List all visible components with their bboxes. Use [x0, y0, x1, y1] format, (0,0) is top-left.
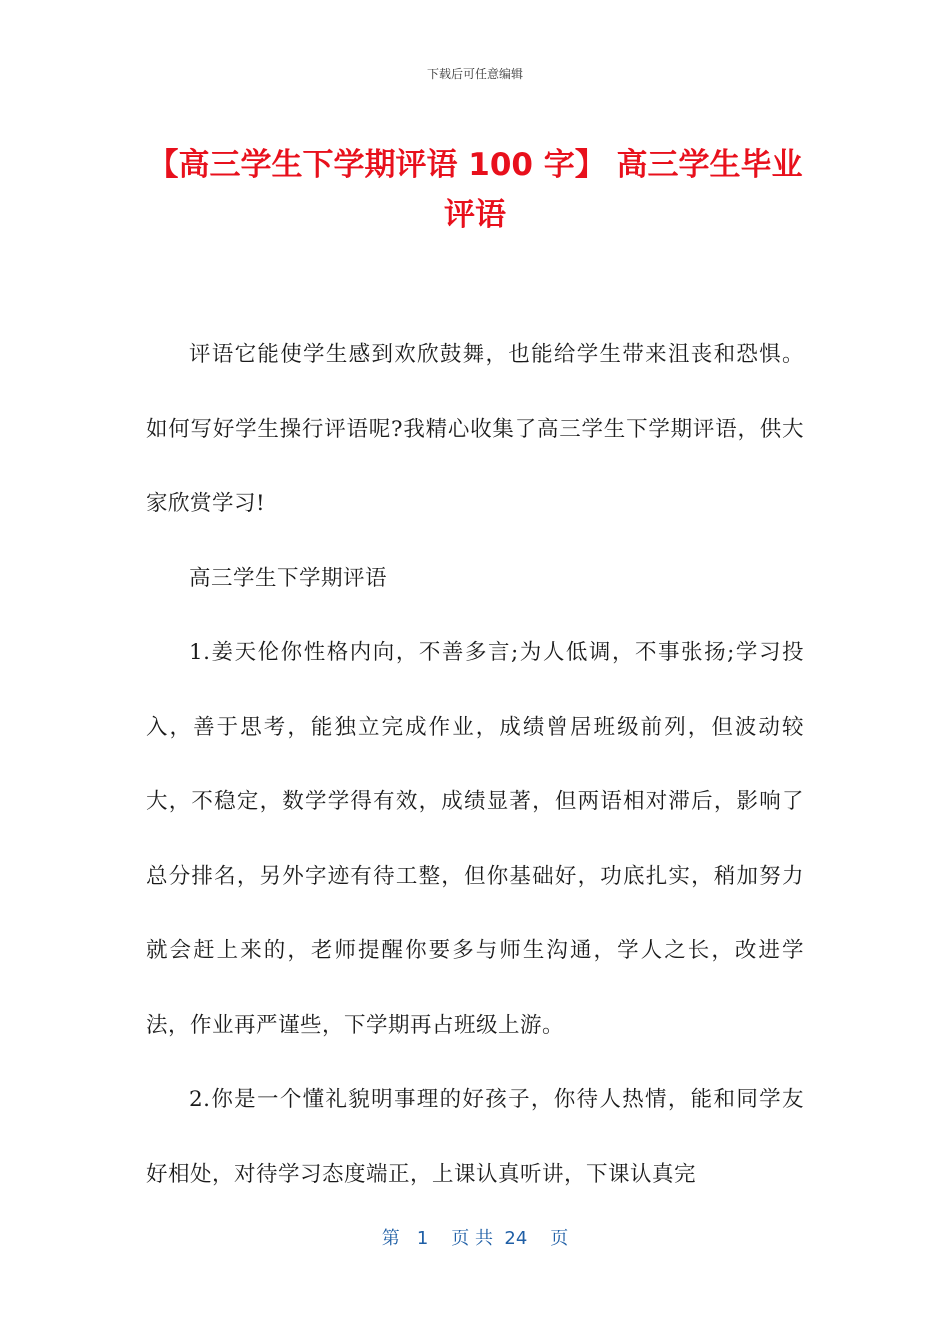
intro-paragraph: 评语它能使学生感到欢欣鼓舞，也能给学生带来沮丧和恐惧。如何写好学生操行评语呢?我精心收集了高三学生下学期评语，供大家欣赏学习! [146, 342, 804, 516]
section-heading: 高三学生下学期评语 [189, 565, 388, 591]
page-number-footer: 第 1 页 共 24 页 [381, 1228, 569, 1249]
comment-paragraph-2: 2.你是一个懂礼貌明事理的好孩子，你待人热情，能和同学友好相处，对待学习态度端正，上课认真听讲，下课认真完 [146, 1087, 804, 1187]
header-note: 下载后可任意编辑 [426, 67, 523, 81]
comment-paragraph-1: 1.姜天伦你性格内向，不善多言;为人低调，不事张扬;学习投入，善于思考，能独立完成作业，成绩曾居班级前列，但波动较大，不稳定，数学学得有效，成绩显著，但两语相对滞后，影响了总分排名，另外字迹有待工整，但你基础好，功底扎实，稍加努力就会赶上来的，老师提醒你要多与师生沟通，学人之长，改进学法，作业再严谨些，下学期再占班级上游。 [146, 640, 804, 1038]
document-title: 【高三学生下学期评语 100 字】 高三学生毕业评语 [147, 147, 803, 233]
document-body [146, 318, 804, 1212]
